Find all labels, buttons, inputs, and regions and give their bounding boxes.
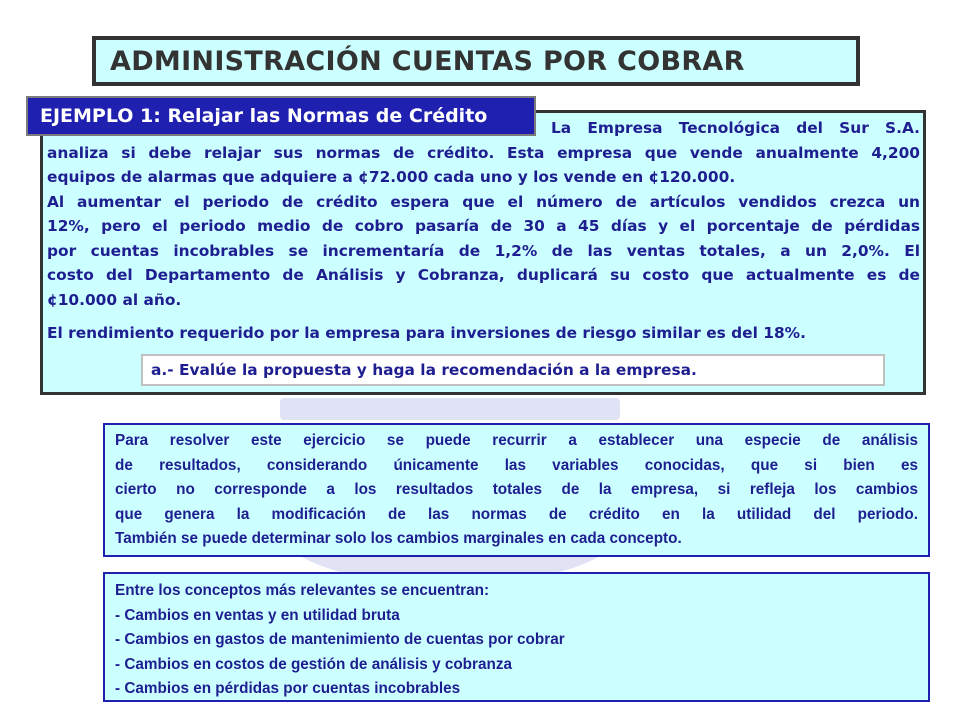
example-line: por cuentas incobrables se incrementaría de 1,2% de las ventas totales, a un 2,0%. El <box>47 241 920 260</box>
example-tag <box>26 96 536 136</box>
explanation-line: cierto no corresponde a los resultados totales de la empresa, si refleja los cambios <box>115 481 918 498</box>
task-box <box>141 354 885 386</box>
concept-item: - Cambios en pérdidas por cuentas incobrables <box>115 680 461 697</box>
example-line: costo del Departamento de Análisis y Cobranza, duplicará su costo que actualmente es de <box>47 266 920 284</box>
concepts-heading: Entre los conceptos más relevantes se encuentran: <box>115 582 490 599</box>
concept-item: - Cambios en costos de gestión de análisis y cobranza <box>115 655 512 673</box>
explanation-line: de resultados, considerando únicamente las variables conocidas, que si bien es <box>115 456 918 474</box>
example-tag-label: EJEMPLO 1: Relajar las Normas de Crédito <box>40 105 488 127</box>
example-line: analiza si debe relajar sus normas de crédito. Esta empresa que vende anualmente 4,200 <box>47 143 920 162</box>
example-line: Al aumentar el periodo de crédito espera que el número de artículos vendidos crezca un <box>47 192 920 211</box>
example-statement <box>47 116 920 346</box>
explanation-line: También se puede determinar solo los cambios marginales en cada concepto. <box>115 530 682 547</box>
concept-item: - Cambios en ventas y en utilidad bruta <box>115 606 400 624</box>
explanation-line: Para resolver este ejercicio se puede recurrir a establecer una especie de análisis <box>115 432 918 449</box>
concept-item: - Cambios en gastos de mantenimiento de cuentas por cobrar <box>115 631 565 648</box>
concepts-box <box>103 572 930 702</box>
example-line: 12%, pero el periodo medio de cobro pasaría de 30 a 45 días y el porcentaje de pérdidas <box>47 217 920 235</box>
explanation-paragraph <box>115 429 918 552</box>
example-line: La Empresa Tecnológica del Sur S.A. <box>551 119 920 137</box>
explanation-box <box>103 423 930 557</box>
example-box <box>40 110 926 395</box>
explanation-line: que genera la modificación de las normas de crédito en la utilidad del periodo. <box>115 505 918 523</box>
example-line: equipos de alarmas que adquiere a ¢72.000 cada uno y los vende en ¢120.000. <box>47 168 736 186</box>
example-line: ¢10.000 al año. <box>47 290 182 309</box>
page-title: ADMINISTRACIÓN CUENTAS POR COBRAR <box>110 45 745 77</box>
title-banner <box>92 36 860 86</box>
task-text: a.- Evalúe la propuesta y haga la recomendación a la empresa. <box>151 361 697 379</box>
required-return-text: El rendimiento requerido por la empresa para inversiones de riesgo similar es del 18%. <box>47 324 806 342</box>
